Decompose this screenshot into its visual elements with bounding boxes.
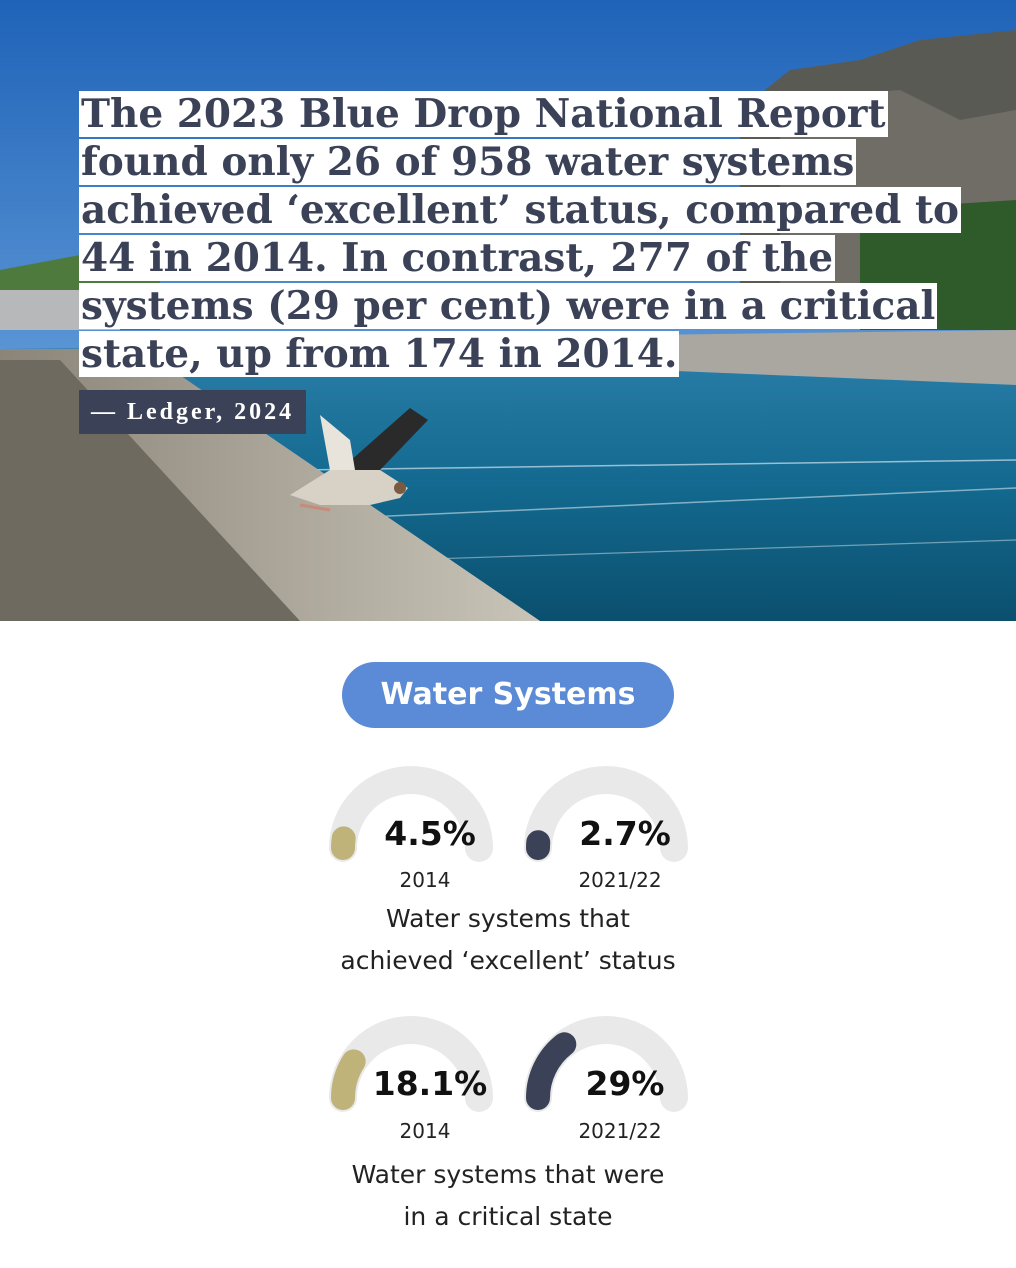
gauge-fill: [343, 838, 344, 848]
gauge-0-0: [329, 766, 493, 862]
gauge-value-label: 29%: [585, 1064, 665, 1103]
gauge-fill: [343, 1061, 354, 1098]
caption-line-2: achieved ‘excellent’ status: [340, 946, 676, 975]
gauge-1-1: [524, 1016, 688, 1112]
gauge-value-label: 4.5%: [384, 814, 476, 853]
caption-line-1: Water systems that: [386, 904, 630, 933]
gauge-value-label: 2.7%: [579, 814, 671, 853]
section-title-pill: Water Systems: [342, 662, 674, 728]
hero-photo: [0, 0, 1016, 621]
gauge-year-label: 2021/22: [578, 1119, 662, 1143]
pull-quote: The 2023 Blue Drop National Report found only 26 of 958 water systems achieved ‘excellent’ status, compared to 44 in 2014. In contrast, 277 of the systems (29 per cent) were in a critical state, up from 174 in 2014.: [81, 91, 960, 377]
gauge-year-label: 2021/22: [578, 868, 662, 892]
gauge-value-label: 18.1%: [372, 1064, 488, 1103]
gauge-row-caption: [258, 1154, 758, 1238]
gauge-year-label: 2014: [399, 868, 451, 892]
gauge-year-label: 2014: [399, 1119, 451, 1143]
gauge-0-1: [524, 766, 688, 862]
gauge-1-0: [329, 1016, 493, 1112]
quote-attribution: — Ledger, 2024: [79, 390, 306, 434]
caption-line-1: Water systems that were: [351, 1160, 665, 1189]
gauge-row-caption: [258, 898, 758, 982]
caption-line-2: in a critical state: [403, 1202, 613, 1231]
